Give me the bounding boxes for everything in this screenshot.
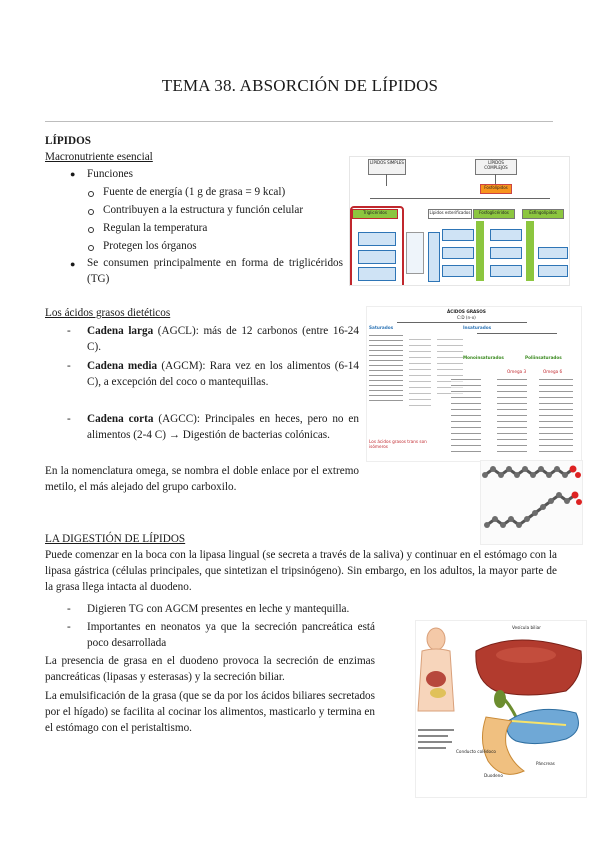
- tree-text-block: [539, 377, 573, 455]
- lipid-classification-diagram: [349, 156, 570, 286]
- diagram-box: LÍPIDOS SIMPLES: [368, 159, 406, 175]
- digestion-paragraph-2: La presencia de grasa en el duodeno provoca la secreción de enzimas pancreáticas (lipasas y esterasas) y la secreción biliar.: [45, 655, 375, 683]
- acido-desc: (AGCM): Rara vez en los alimentos (6-14 C), a excepción del coco o mantequillas.: [87, 360, 359, 388]
- consumo-text: Se consumen principalmente en forma de triglicéridos (TG): [87, 257, 343, 285]
- dash-bullet: -: [67, 325, 71, 337]
- dash-bullet: -: [67, 413, 71, 425]
- circle-bullet-icon: [88, 245, 94, 251]
- circle-bullet-icon: [88, 191, 94, 197]
- dash-bullet: -: [67, 603, 71, 615]
- tree-text-block: [497, 377, 527, 455]
- anatomy-label: Conducto colédoco: [456, 749, 496, 754]
- molecule-svg: [481, 461, 582, 544]
- acido-item-media: [87, 358, 359, 390]
- tree-node: Omega 3: [507, 369, 527, 374]
- tree-branch: [397, 322, 527, 323]
- diagram-cell: [442, 247, 474, 259]
- diagram-connector: [386, 174, 387, 186]
- tree-text-block: [451, 377, 481, 455]
- anatomy-label: Duodeno: [484, 773, 503, 778]
- acido-item-larga: [87, 323, 359, 355]
- tree-branch: [477, 333, 557, 334]
- bullet-icon: ●: [70, 259, 76, 269]
- diagram-cell: [442, 265, 474, 277]
- diagram-cell: [406, 232, 424, 274]
- tree-node: Insaturados: [463, 325, 492, 330]
- dash-bullet: -: [67, 621, 71, 633]
- page-title: TEMA 38. ABSORCIÓN DE LÍPIDOS: [161, 76, 439, 95]
- diagram-cell: [538, 247, 568, 259]
- funcion-item: Protegen los órganos: [103, 240, 197, 252]
- circle-bullet-icon: [88, 209, 94, 215]
- tree-node: Omega 6: [543, 369, 563, 374]
- diagram-cell: [490, 247, 522, 259]
- dash-bullet: -: [67, 360, 71, 372]
- liver-pancreas-illustration: [415, 620, 587, 798]
- diagram-box: LÍPIDOS COMPLEJOS: [475, 159, 517, 175]
- tree-node: Monoinsaturados: [463, 355, 504, 360]
- diagram-cell: [358, 267, 396, 281]
- diagram-box: Triglicéridos: [352, 209, 398, 219]
- digestion-item: Digieren TG con AGCM presentes en leche y mantequilla.: [87, 603, 350, 615]
- diagram-cell: [428, 232, 440, 282]
- section-heading-digestion: LA DIGESTIÓN DE LÍPIDOS: [45, 533, 186, 545]
- section-heading-lipidos: LÍPIDOS: [45, 135, 92, 147]
- tree-text-block: [409, 337, 431, 407]
- fatty-acid-tree-diagram: [366, 306, 582, 462]
- fatty-acid-molecule-image: [480, 460, 583, 545]
- tree-node: Poliinsaturados: [525, 355, 562, 360]
- subheading-acidos-grasos: Los ácidos grasos dietéticos: [45, 307, 171, 319]
- anatomy-label: Vesícula biliar: [512, 625, 541, 630]
- digestion-paragraph-3: La emulsificación de la grasa (que se da por los ácidos biliares secretados por el hígado) se facilita al cocinar los alimentos, masticarlo y termina en el estómago con el peristaltismo.: [45, 690, 375, 734]
- title-divider: [45, 121, 553, 122]
- diagram-cell: [358, 250, 396, 264]
- diagram-cell: [358, 232, 396, 246]
- tree-title: ÁCIDOS GRASOS: [447, 309, 486, 314]
- diagram-box: Fosfolípidos: [480, 184, 512, 194]
- diagram-cell: [476, 221, 484, 281]
- acido-desc: (AGCL): más de 12 carbonos (entre 16-24 C).: [87, 325, 359, 353]
- diagram-cell: [442, 229, 474, 241]
- diagram-cell: [526, 221, 534, 281]
- diagram-connector: [495, 174, 496, 184]
- funciones-label: Funciones: [87, 168, 133, 180]
- circle-bullet-icon: [88, 227, 94, 233]
- funcion-item: Fuente de energía (1 g de grasa = 9 kcal): [103, 186, 286, 198]
- diagram-box: Fosfoglicéridos: [473, 209, 515, 219]
- digestion-item: Importantes en neonatos ya que la secreción pancreática está poco desarrollada: [87, 621, 375, 649]
- funcion-item: Contribuyen a la estructura y función celular: [103, 204, 304, 216]
- diagram-cell: [538, 265, 568, 277]
- bullet-icon: ●: [70, 169, 76, 179]
- acido-term: Cadena larga: [87, 325, 154, 337]
- tree-text-block: [369, 333, 403, 403]
- diagram-cell: [490, 229, 522, 241]
- anatomy-label: Páncreas: [536, 761, 555, 766]
- diagram-box: Lípidos esterificados: [428, 209, 472, 219]
- diagram-cell: [490, 265, 522, 277]
- tree-subtitle: C:D (n-x): [457, 315, 476, 320]
- omega-text: En la nomenclatura omega, se nombra el doble enlace por el extremo metilo, el más alejado del grupo carboxilo.: [45, 465, 359, 493]
- diagram-connector: [370, 198, 550, 199]
- acido-term: Cadena media: [87, 360, 158, 372]
- funcion-item: Regulan la temperatura: [103, 222, 208, 234]
- diagram-box: Esfingolípidos: [522, 209, 564, 219]
- subheading-macronutriente: Macronutriente esencial: [45, 151, 153, 163]
- acido-term: Cadena corta: [87, 413, 154, 425]
- acido-desc: (AGCC): Principales en heces, pero no en alimentos (2-4 C) → Digestión de bacterias colónicas.: [87, 413, 359, 441]
- tree-note: Los ácidos grasos trans son isómeros: [369, 439, 427, 449]
- digestion-paragraph-1: Puede comenzar en la boca con la lipasa lingual (se secreta a través de la saliva) y continuar en el estómago con la lipasa gástrica (células principales, que sintetizan el tripsinógeno). Sin embargo, en los adultos, la mayor parte de la grasa llega intacta al duodeno.: [45, 549, 557, 593]
- tree-node: Saturados: [369, 325, 394, 330]
- anatomy-svg: [416, 621, 586, 797]
- acido-item-corta: [87, 411, 359, 443]
